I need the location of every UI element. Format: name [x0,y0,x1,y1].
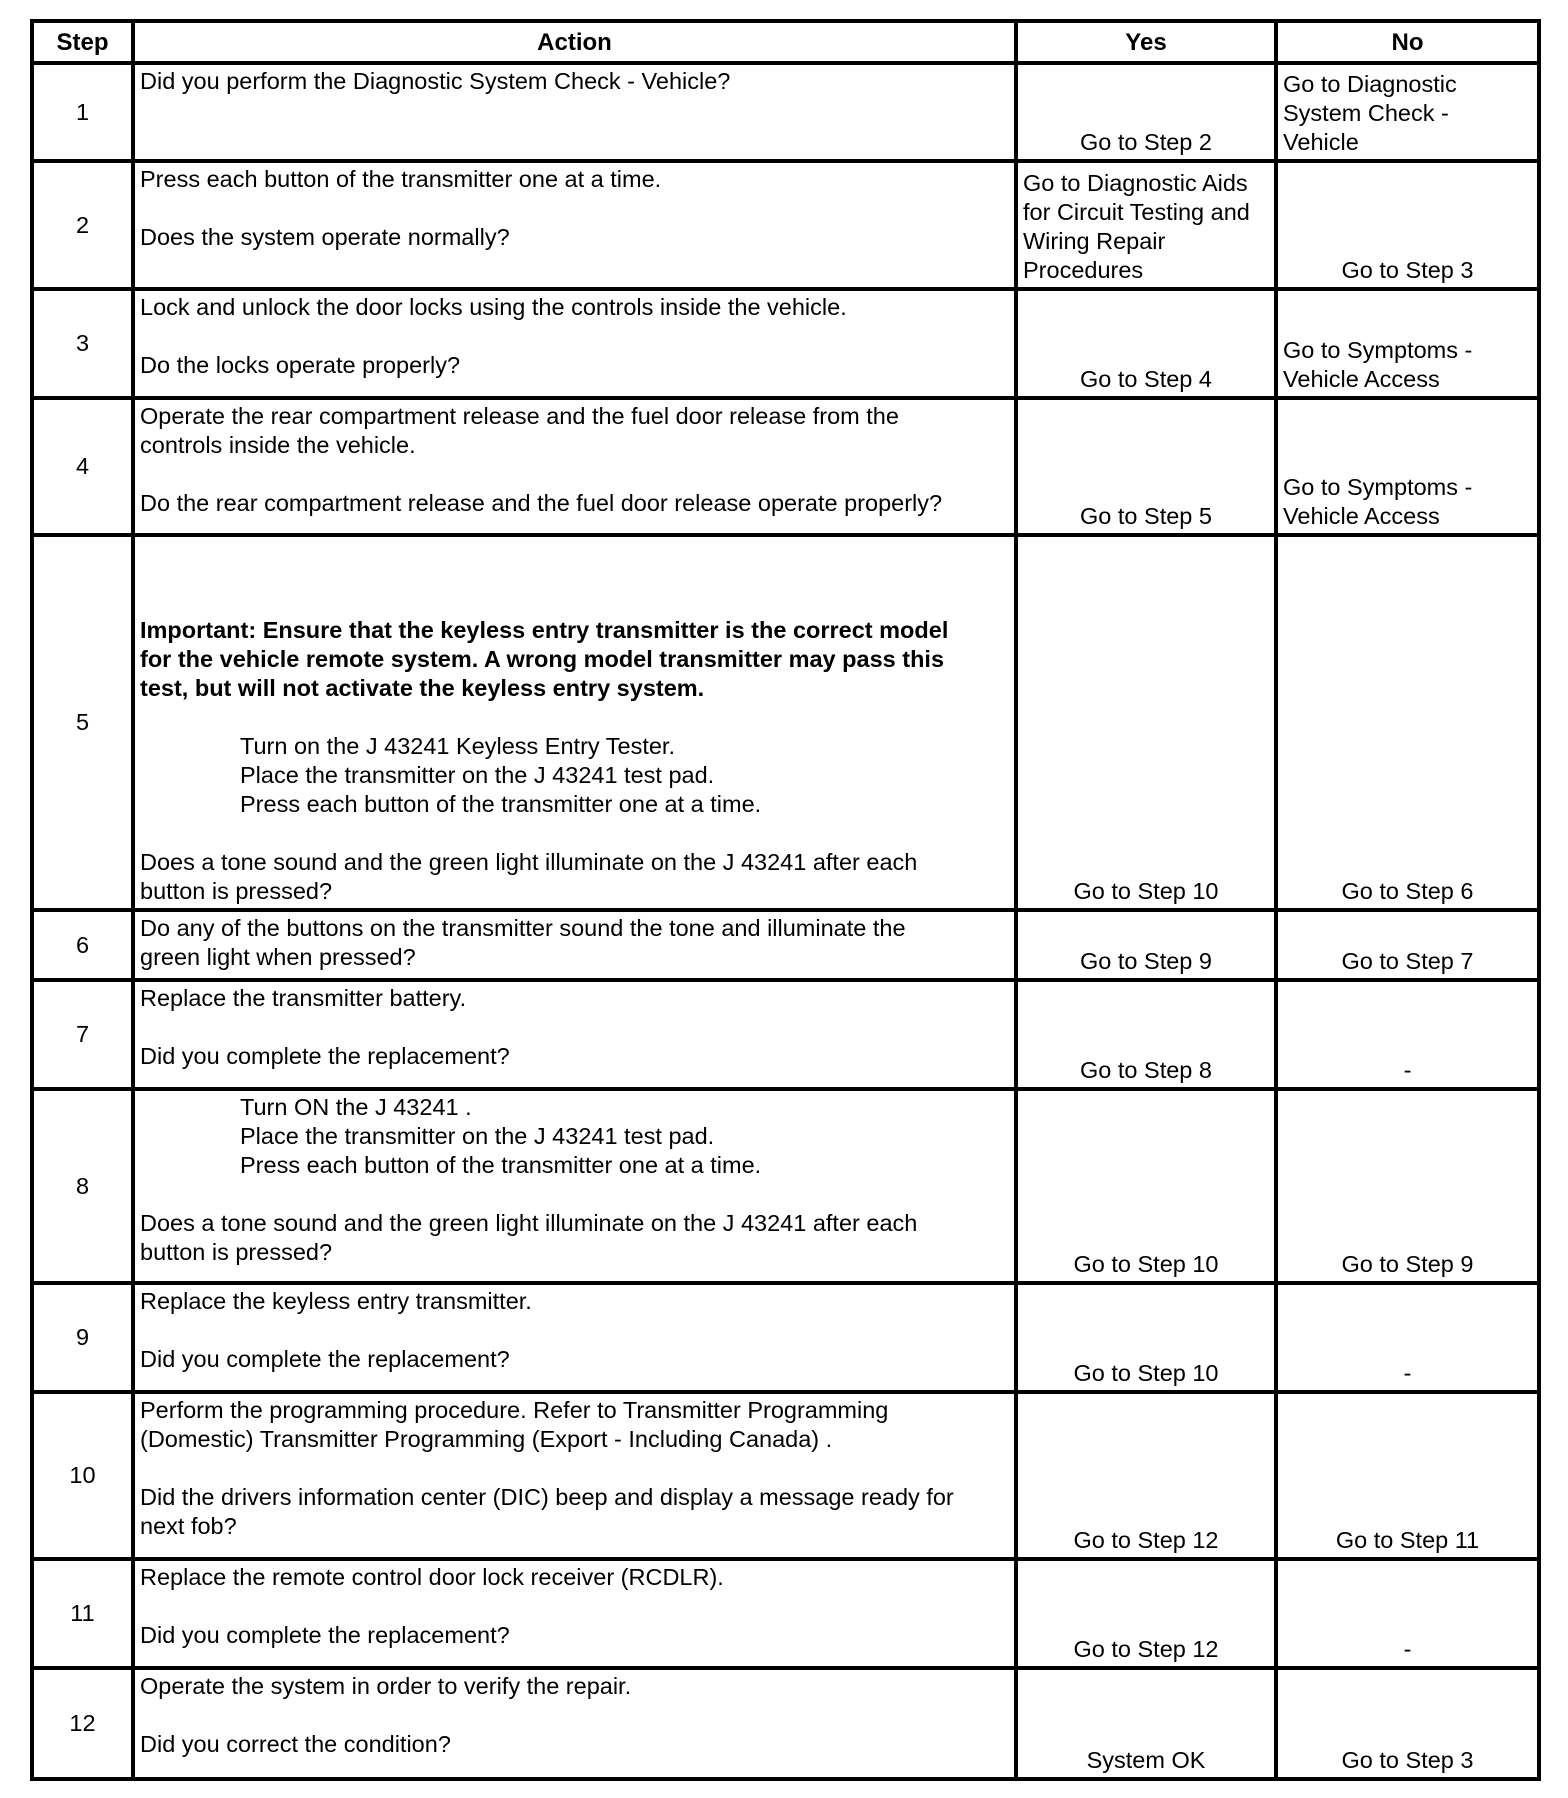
question-text: button is pressed? [140,878,333,904]
action-cell [133,910,1016,980]
yes-cell: Go to Step 10 [1016,535,1276,910]
no-text-line: Go to Symptoms - [1283,474,1473,500]
yes-text-line: for Circuit Testing and [1023,199,1250,225]
no-cell: - [1276,1559,1539,1668]
yes-cell: Go to Step 12 [1016,1559,1276,1668]
diagnostic-table-sheet [30,19,1541,1781]
no-cell [1276,63,1539,161]
action-cell [133,1392,1016,1559]
substep-text: Press each button of the transmitter one at a time. [240,1152,762,1178]
no-cell: - [1276,980,1539,1089]
table-row [32,1283,1539,1392]
table-row [32,1089,1539,1283]
no-text-line: Vehicle Access [1283,503,1440,529]
action-text: controls inside the vehicle. [140,432,416,458]
question-text: Did you complete the replacement? [140,1346,510,1372]
question-text: next fob? [140,1513,237,1539]
step-number: 7 [32,980,133,1089]
table-row [32,289,1539,398]
no-cell: Go to Step 3 [1276,161,1539,289]
no-cell: Go to Step 9 [1276,1089,1539,1283]
yes-cell: Go to Step 10 [1016,1089,1276,1283]
action-cell [133,1668,1016,1779]
action-text: Operate the rear compartment release and the fuel door release from the [140,403,899,429]
action-text: Lock and unlock the door locks using the controls inside the vehicle. [140,294,847,320]
step-number: 6 [32,910,133,980]
step-number: 4 [32,398,133,535]
yes-cell: System OK [1016,1668,1276,1779]
yes-cell: Go to Step 2 [1016,63,1276,161]
no-cell: Go to Step 11 [1276,1392,1539,1559]
action-cell [133,535,1016,910]
action-text: Do any of the buttons on the transmitter sound the tone and illuminate the [140,915,906,941]
yes-cell [1016,161,1276,289]
table-row [32,1392,1539,1559]
question-text: Does a tone sound and the green light illuminate on the J 43241 after each [140,1210,918,1236]
question-text: Did the drivers information center (DIC) beep and display a message ready for [140,1484,954,1510]
no-text-line: Vehicle [1283,129,1359,155]
yes-cell: Go to Step 4 [1016,289,1276,398]
step-number: 9 [32,1283,133,1392]
header-no: No [1276,21,1539,63]
action-text: Perform the programming procedure. Refer to Transmitter Programming [140,1397,889,1423]
table-row [32,535,1539,910]
action-text: Replace the transmitter battery. [140,985,467,1011]
substep-text: Place the transmitter on the J 43241 test pad. [240,762,715,788]
important-note [140,616,1008,703]
yes-text-line: Procedures [1023,257,1144,283]
action-cell [133,161,1016,289]
important-text-line: test, but will not activate the keyless entry system. [140,675,705,701]
step-number: 8 [32,1089,133,1283]
question-text: Did you complete the replacement? [140,1622,510,1648]
action-cell [133,980,1016,1089]
yes-cell: Go to Step 12 [1016,1392,1276,1559]
step-number: 1 [32,63,133,161]
table-row [32,1668,1539,1779]
important-text-line: for the vehicle remote system. A wrong model transmitter may pass this [140,646,945,672]
substep-text: Place the transmitter on the J 43241 test pad. [240,1123,715,1149]
step-number: 12 [32,1668,133,1779]
substep-text: Turn ON the J 43241 . [240,1094,472,1120]
question-text: Did you correct the condition? [140,1731,451,1757]
action-text: Press each button of the transmitter one at a time. [140,166,662,192]
header-action: Action [133,21,1016,63]
step-number: 5 [32,535,133,910]
action-cell [133,63,1016,161]
substep-text: Press each button of the transmitter one at a time. [240,791,762,817]
action-text: Replace the keyless entry transmitter. [140,1288,532,1314]
question-text: Did you complete the replacement? [140,1043,510,1069]
action-text: Operate the system in order to verify the repair. [140,1673,632,1699]
action-cell [133,289,1016,398]
yes-cell: Go to Step 10 [1016,1283,1276,1392]
no-cell [1276,398,1539,535]
question-text: Do the locks operate properly? [140,352,461,378]
table-row [32,63,1539,161]
header-yes: Yes [1016,21,1276,63]
action-cell [133,1559,1016,1668]
no-text-line: Go to Diagnostic [1283,71,1457,97]
question-text: button is pressed? [140,1239,333,1265]
action-cell [133,1089,1016,1283]
header-row [32,21,1539,63]
question-text: Do the rear compartment release and the fuel door release operate properly? [140,490,943,516]
header-step: Step [32,21,133,63]
step-number: 3 [32,289,133,398]
action-cell [133,1283,1016,1392]
yes-text-line: Wiring Repair [1023,228,1166,254]
no-cell: Go to Step 3 [1276,1668,1539,1779]
action-text: Replace the remote control door lock receiver (RCDLR). [140,1564,724,1590]
no-cell [1276,289,1539,398]
step-number: 2 [32,161,133,289]
action-text: green light when pressed? [140,944,416,970]
no-text-line: System Check - [1283,100,1449,126]
action-text: Did you perform the Diagnostic System Check - Vehicle? [140,68,731,94]
no-text-line: Vehicle Access [1283,366,1440,392]
table-row [32,910,1539,980]
no-cell: Go to Step 7 [1276,910,1539,980]
step-number: 10 [32,1392,133,1559]
diagnostic-steps-table [30,19,1541,1781]
yes-cell: Go to Step 5 [1016,398,1276,535]
question-text: Does the system operate normally? [140,224,510,250]
no-text-line: Go to Symptoms - [1283,337,1473,363]
table-row [32,161,1539,289]
table-row [32,980,1539,1089]
yes-text-line: Go to Diagnostic Aids [1023,170,1248,196]
action-text: (Domestic) Transmitter Programming (Export - Including Canada) . [140,1426,833,1452]
question-text: Does a tone sound and the green light illuminate on the J 43241 after each [140,849,918,875]
substep-text: Turn on the J 43241 Keyless Entry Tester. [240,733,675,759]
yes-cell: Go to Step 9 [1016,910,1276,980]
action-cell [133,398,1016,535]
table-row [32,398,1539,535]
yes-cell: Go to Step 8 [1016,980,1276,1089]
table-row [32,1559,1539,1668]
important-text-line: Important: Ensure that the keyless entry transmitter is the correct model [140,617,949,643]
no-cell: Go to Step 6 [1276,535,1539,910]
step-number: 11 [32,1559,133,1668]
no-cell: - [1276,1283,1539,1392]
